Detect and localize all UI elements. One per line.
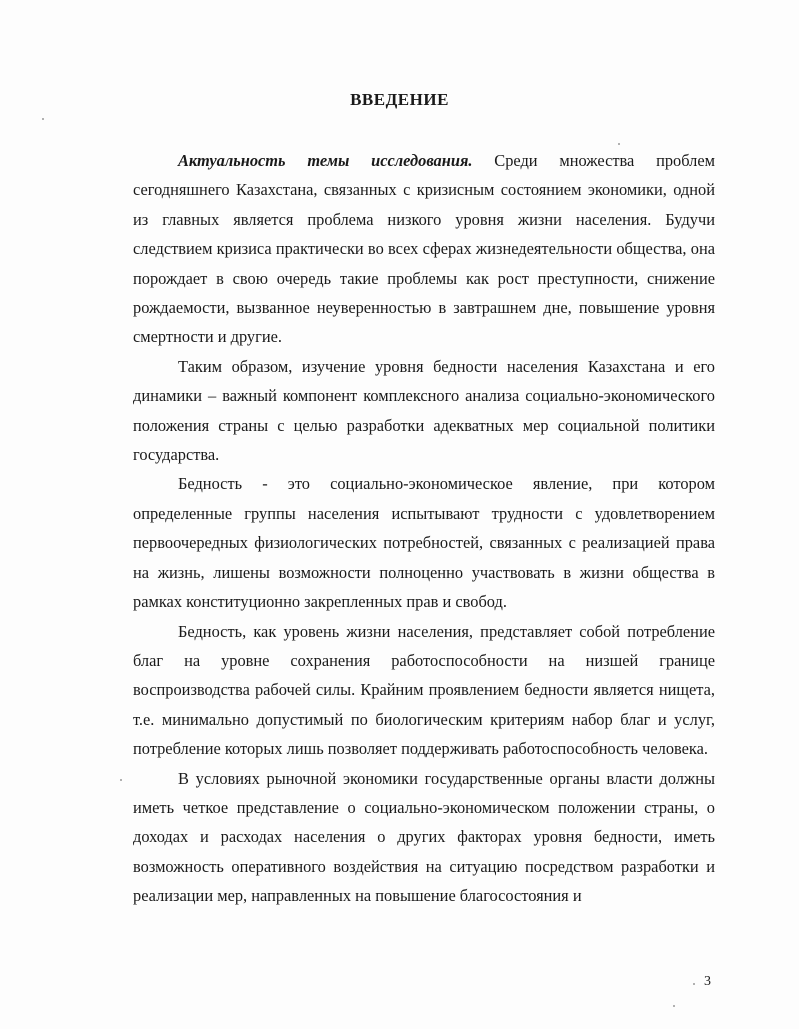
scan-speck <box>673 1005 675 1007</box>
page-number: 3 <box>704 974 711 989</box>
paragraph-dynamics: Таким образом, изучение уровня бедности населения Казахстана и его динамики – важный компонент комплексного анализа социально-экономического положения страны с целью разработки адекватных мер социальной политики государства. <box>133 356 715 465</box>
paragraph-market-economy: В условиях рыночной экономики государственные органы власти должны иметь четкое представление о социально-экономическом положении страны, о доходах и расходах населения о других факторах уровня бедности, иметь возможность оперативного воздействия на ситуацию посредством разработки и реализации мер, направленных на повышение благосостояния и <box>133 768 715 906</box>
scan-speck <box>618 143 620 145</box>
page-title: ВВЕДЕНИЕ <box>350 90 449 109</box>
scan-speck <box>693 983 695 985</box>
paragraph-poverty-level: Бедность, как уровень жизни населения, представляет собой потребление благ на уровне сохранения работоспособности на низшей границе воспроизводства рабочей силы. Крайним проявлением бедности является нищета, т.е. минимально допустимый по биологическим критериям набор благ и услуг, потребление которых лишь позволяет поддерживать работоспособность человека. <box>133 621 715 759</box>
body-text <box>133 146 715 911</box>
paragraph-relevance <box>133 146 715 352</box>
scan-speck <box>42 118 44 120</box>
paragraph-lead: Актуальность темы исследования. <box>178 151 473 170</box>
scan-speck <box>120 779 122 781</box>
paragraph-text: Среди множества проблем сегодняшнего Казахстана, связанных с кризисным состоянием экономики, одной из главных является проблема низкого уровня жизни населения. Будучи следствием кризиса практически во всех сферах жизнедеятельности общества, она порождает в свою очередь такие проблемы как рост преступности, снижение рождаемости, вызванное неуверенностью в завтрашнем дне, повышение уровня смертности и другие. <box>133 151 715 347</box>
paragraph-poverty-definition: Бедность - это социально-экономическое явление, при котором определенные группы населения испытывают трудности с удовлетворением первоочередных физиологических потребностей, связанных с реализацией права на жизнь, лишены возможности полноценно участвовать в жизни общества в рамках конституционно закрепленных прав и свобод. <box>133 474 715 612</box>
